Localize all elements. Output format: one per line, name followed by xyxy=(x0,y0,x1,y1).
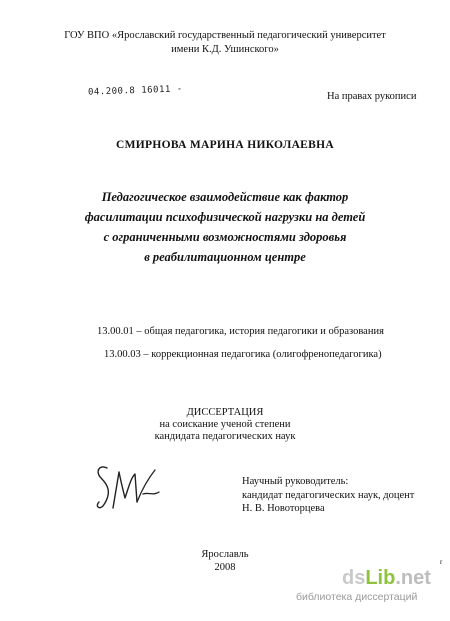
institution-line-1: ГОУ ВПО «Ярославский государственный педагогический университет xyxy=(64,30,386,41)
watermark-logo-net: .net xyxy=(395,567,431,589)
supervisor-block xyxy=(242,475,414,516)
supervisor-name: Н. В. Новоторцева xyxy=(242,503,325,514)
watermark-logo xyxy=(342,567,431,590)
city: Ярославль xyxy=(201,549,249,560)
specialty-line-1: 13.00.01 – общая педагогика, история педагогики и образования xyxy=(97,326,384,337)
watermark-subtitle: библиотека диссертаций xyxy=(296,591,418,603)
title-line: Педагогическое взаимодействие как фактор xyxy=(101,190,349,204)
dissertation-degree-line: на соискание ученой степени xyxy=(159,419,291,430)
watermark-logo-ds: ds xyxy=(342,567,366,589)
watermark-logo-lib: Lib xyxy=(365,567,396,589)
archive-stamp-number: 04.200.8 16011 - xyxy=(87,84,183,98)
rights-note: На правах рукописи xyxy=(327,91,417,102)
handwritten-signature xyxy=(93,462,173,514)
dissertation-title xyxy=(0,187,450,267)
page-mark: r xyxy=(440,558,443,566)
dissertation-field-line: кандидата педагогических наук xyxy=(154,431,296,442)
title-line: с ограниченными возможностями здоровья xyxy=(103,230,347,244)
institution-header xyxy=(0,29,450,57)
supervisor-degree: кандидат педагогических наук, доцент xyxy=(242,489,415,501)
dissertation-block xyxy=(0,407,450,443)
title-line: фасилитации психофизической нагрузки на детей xyxy=(84,210,366,224)
author-name: СМИРНОВА МАРИНА НИКОЛАЕВНА xyxy=(116,139,334,151)
dissertation-label: ДИССЕРТАЦИЯ xyxy=(186,407,264,418)
supervisor-label: Научный руководитель: xyxy=(242,476,349,487)
institution-line-2: имени К.Д. Ушинского» xyxy=(171,44,279,55)
specialty-line-2: 13.00.03 – коррекционная педагогика (олигофренопедагогика) xyxy=(104,349,382,360)
year: 2008 xyxy=(214,562,236,573)
dslib-watermark xyxy=(296,567,431,603)
title-line: в реабилитационном центре xyxy=(144,250,306,264)
